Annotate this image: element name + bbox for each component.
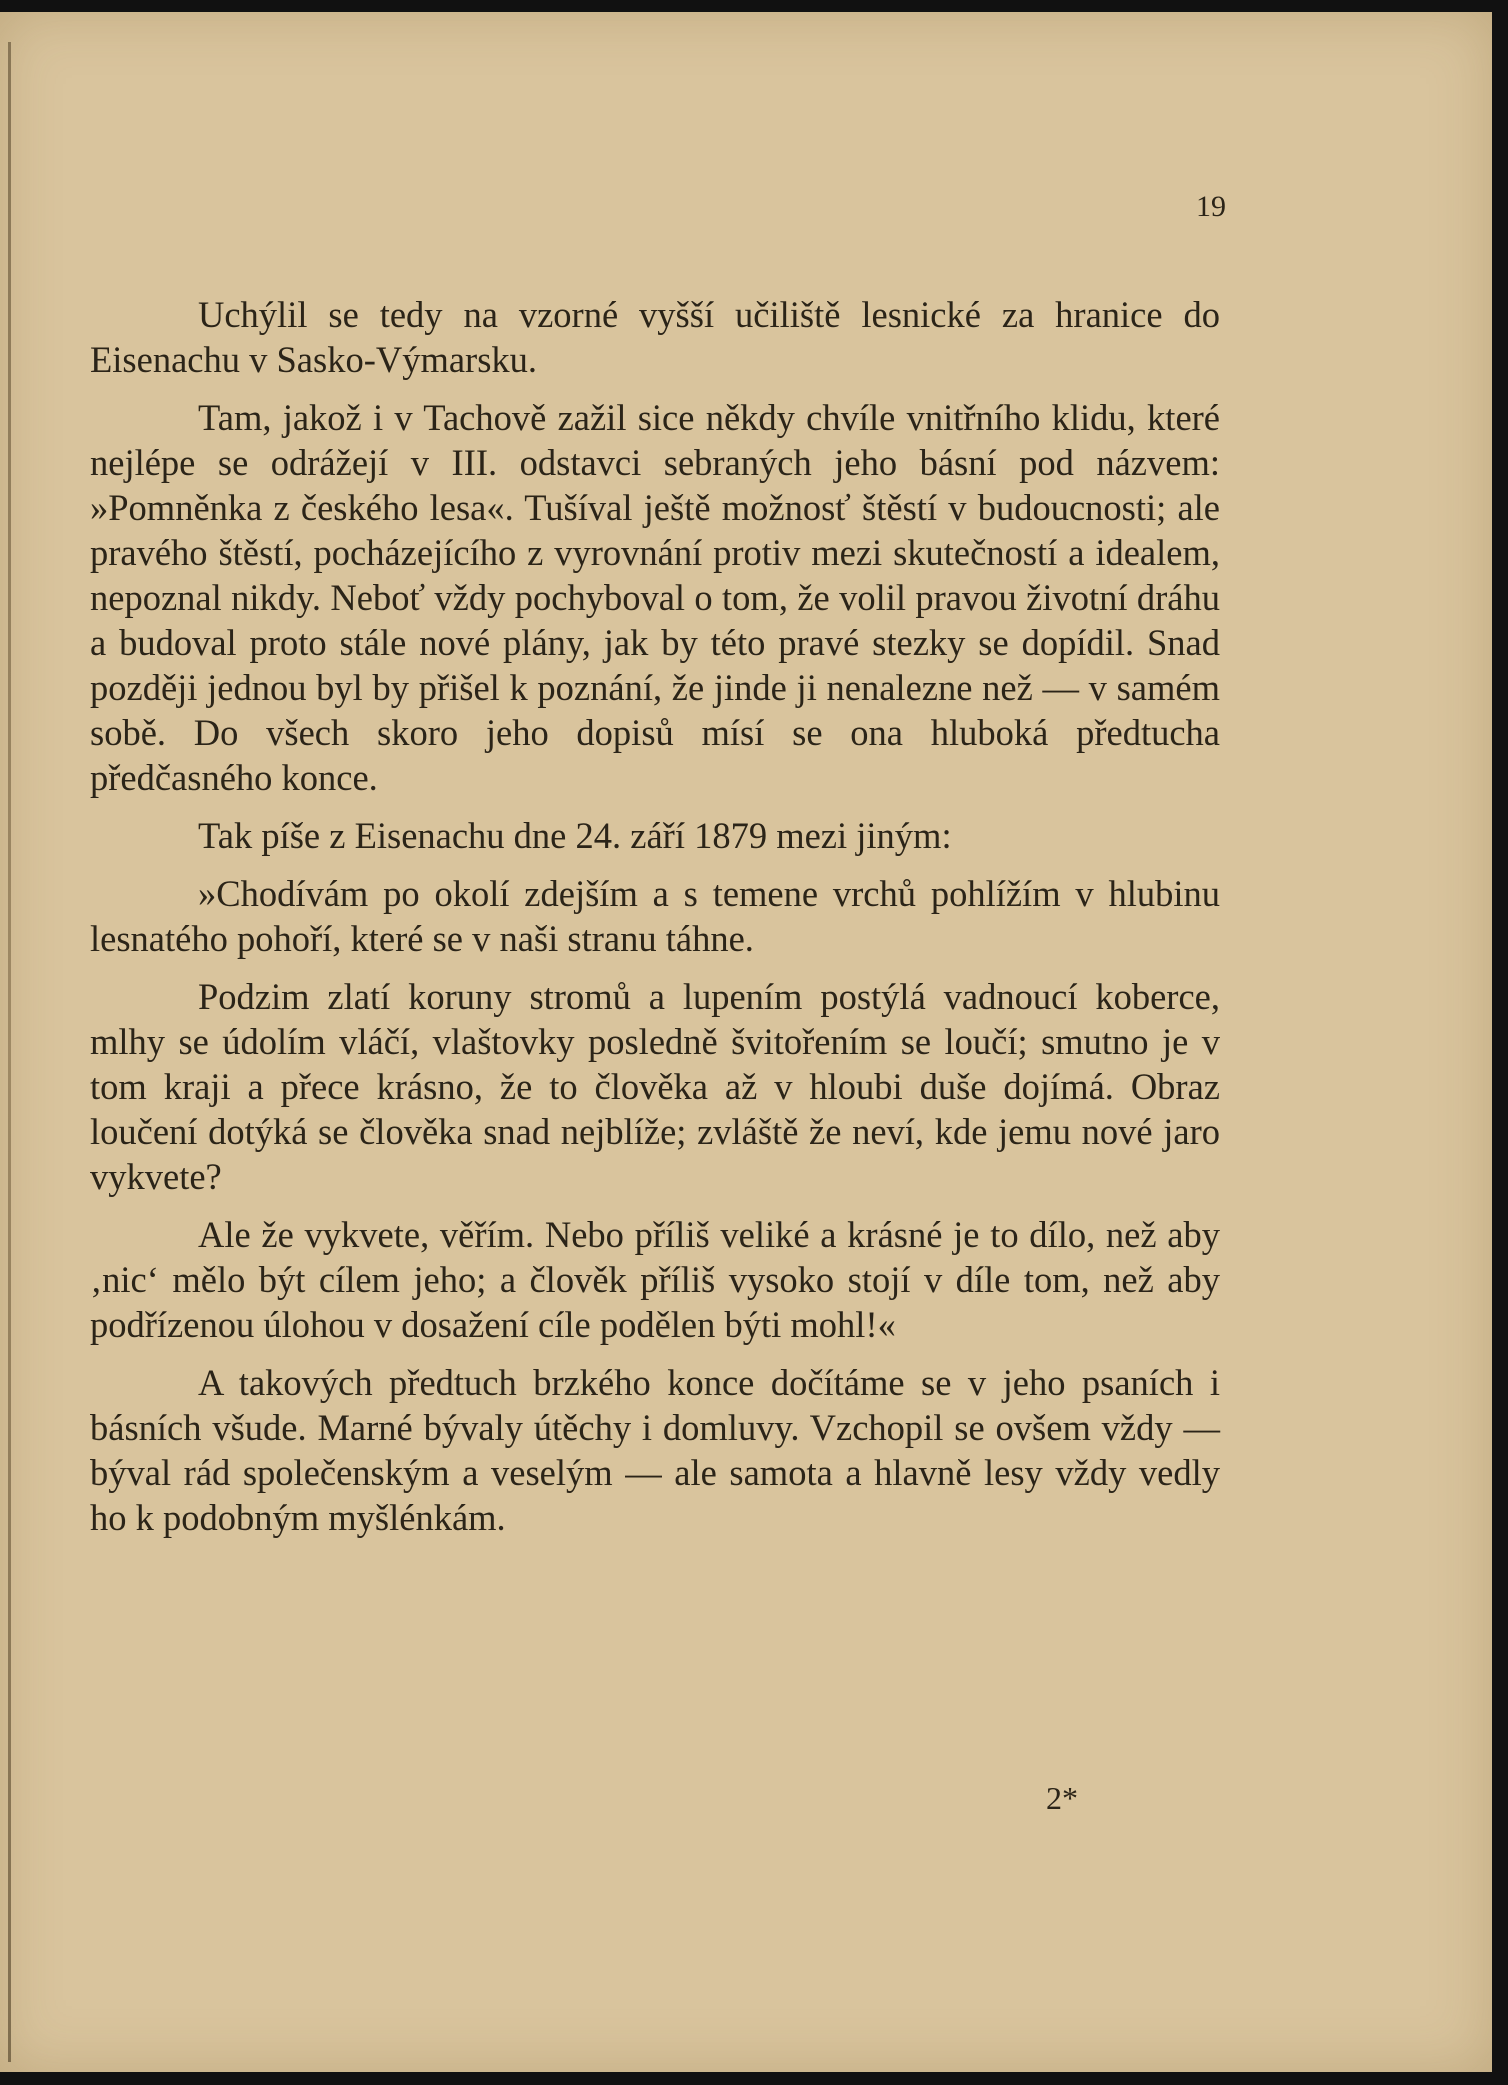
page-number: 19 <box>1196 190 1226 223</box>
book-page <box>0 12 1492 2072</box>
quote-paragraph: Podzim zlatí koruny stromů a lupením postýlá vadnoucí koberce, mlhy se údolím vláčí, vlaštovky posledně švitořením se loučí; smutno je v tom kraji a přece krásno, že to člověka až v hloubi duše dojímá. Obraz loučení dotýká se člověka snad nejblíže; zvláště že neví, kde jemu nové jaro vykvete? <box>90 976 1220 1197</box>
body-text <box>90 292 1220 1553</box>
paragraph: A takových předtuch brzkého konce dočítáme se v jeho psaních i básních všude. Marné bývaly útěchy i domluvy. Vzchopil se ovšem vždy — býval rád společenským a veselým — ale samota a hlavně lesy vždy vedly ho k podobným myšlénkám. <box>90 1362 1220 1538</box>
page-edge <box>8 42 11 2062</box>
paragraph: Tak píše z Eisenachu dne 24. září 1879 mezi jiným: <box>198 815 952 856</box>
paragraph: Tam, jakož i v Tachově zažil sice někdy chvíle vnitřního klidu, které nejlépe se odrážejí v III. odstavci sebraných jeho básní pod názvem: »Pomněnka z českého lesa«. Tušíval ještě možnosť štěstí v budoucnosti; ale pravého štěstí, pocházejícího z vyrovnání protiv mezi skutečností a idealem, nepoznal nikdy. Neboť vždy pochyboval o tom, že volil pravou životní dráhu a budoval proto stále nové plány, jak by této pravé stezky se dopídil. Snad později jednou byl by přišel k poznání, že jinde ji nenalezne než — v samém sobě. Do všech skoro jeho dopisů mísí se ona hluboká předtucha předčasného konce. <box>90 397 1220 798</box>
paragraph: Uchýlil se tedy na vzorné vyšší učiliště lesnické za hranice do Eisenachu v Sasko-Výmarsku. <box>90 294 1220 380</box>
quote-paragraph: Ale že vykvete, věřím. Nebo příliš veliké a krásné je to dílo, než aby ‚nic‘ mělo být cílem jeho; a člověk příliš vysoko stojí v díle tom, než aby podřízenou úlohou v dosažení cíle podělen býti mohl!« <box>90 1214 1220 1345</box>
quote-paragraph: »Chodívám po okolí zdejším a s temene vrchů pohlížím v hlubinu lesnatého pohoří, které se v naši stranu táhne. <box>90 873 1220 959</box>
signature-mark: 2* <box>1046 1780 1078 1816</box>
